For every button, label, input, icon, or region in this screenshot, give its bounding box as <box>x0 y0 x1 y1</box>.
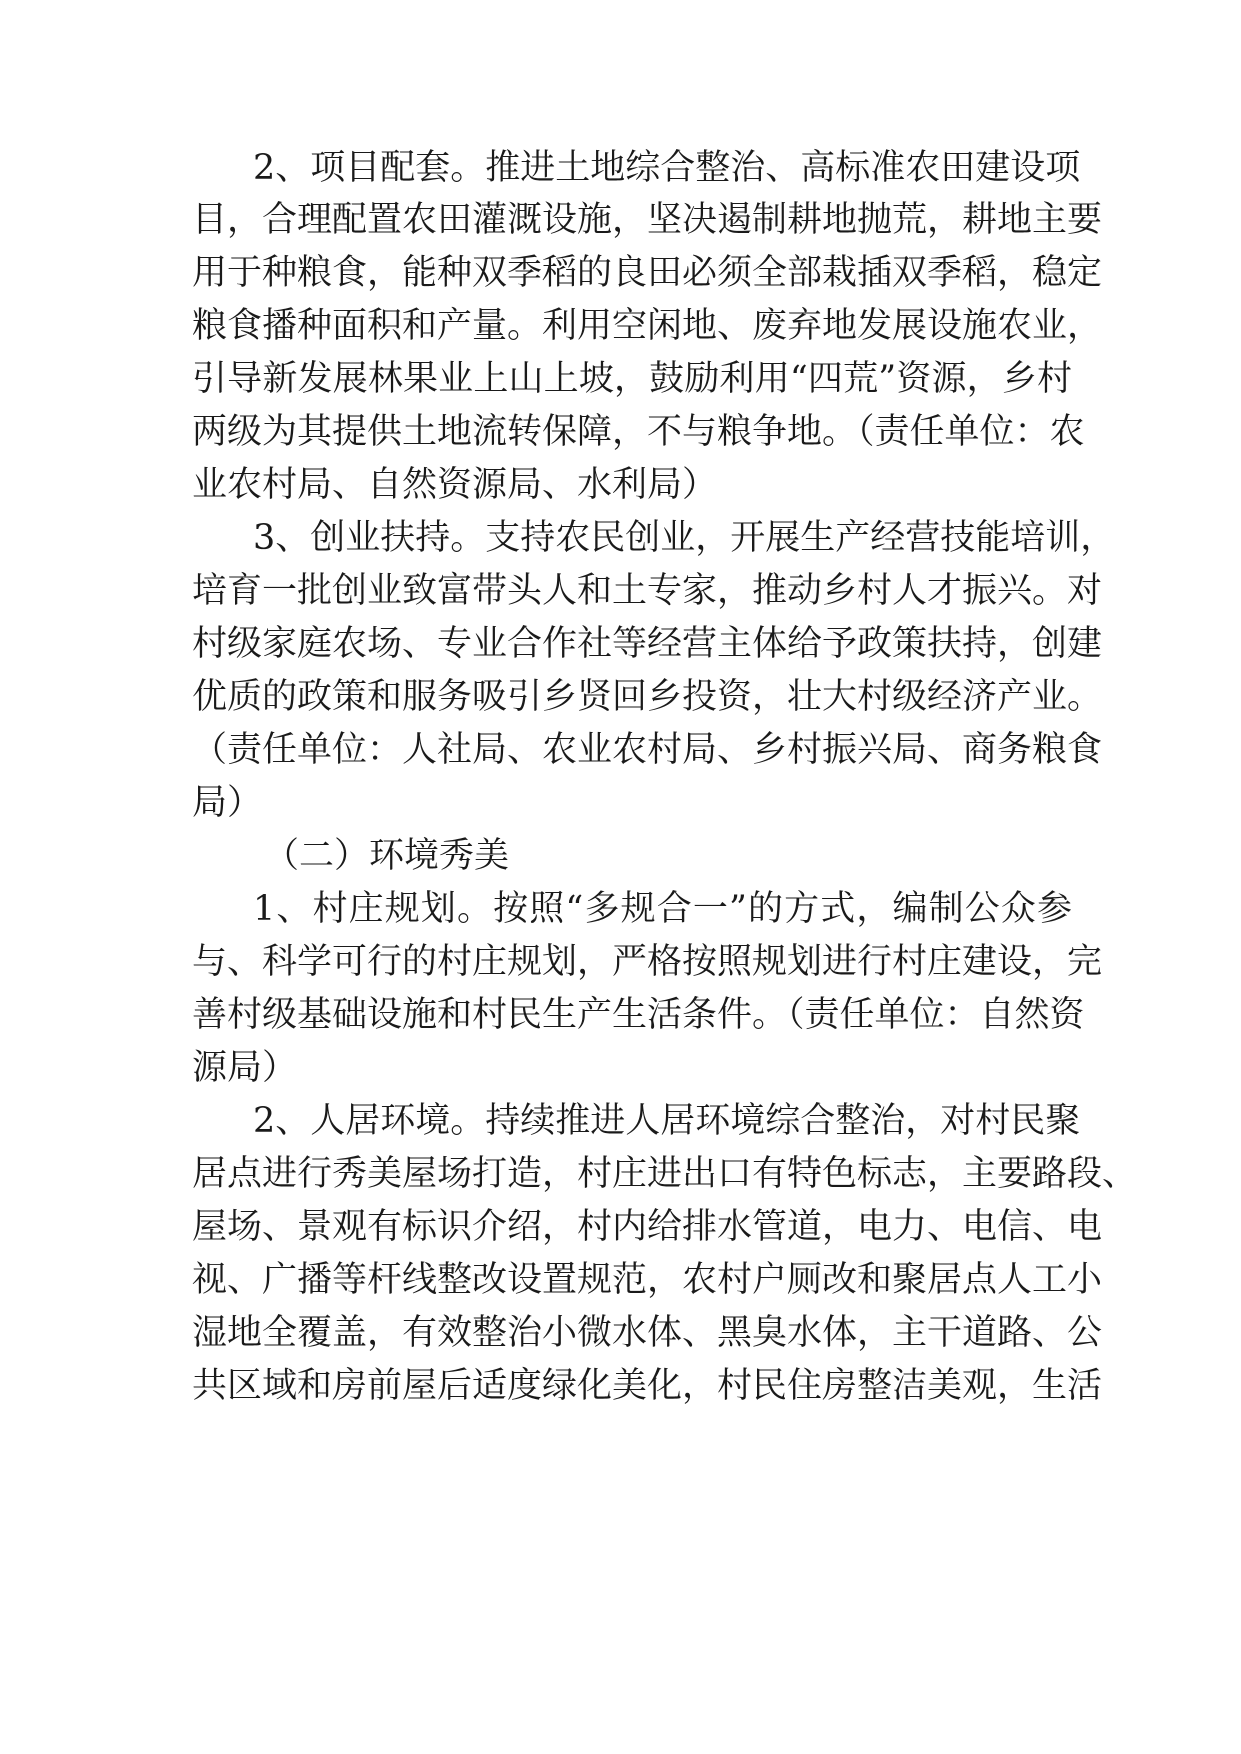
text-line: 视、广播等杆线整改设置规范，农村户厕改和聚居点人工小 <box>192 1260 1103 1300</box>
text-line: 居点进行秀美屋场打造，村庄进出口有特色标志，主要路段、 <box>192 1154 1138 1194</box>
text-line: 与、科学可行的村庄规划，严格按照规划进行村庄建设，完 <box>192 942 1103 982</box>
text-line: 用于种粮食，能种双季稻的良田必须全部栽插双季稻，稳定 <box>192 253 1103 293</box>
text-line: 源局） <box>192 1048 298 1088</box>
text-line: 引导新发展林果业上山上坡，鼓励利用“四荒”资源，乡村 <box>192 359 1072 399</box>
text-line: （责任单位：人社局、农业农村局、乡村振兴局、商务粮食 <box>192 730 1103 770</box>
text-line: 业农村局、自然资源局、水利局） <box>192 465 718 505</box>
text-line: 粮食播种面积和产量。利用空闲地、废弃地发展设施农业， <box>192 306 1103 346</box>
text-line: 共区域和房前屋后适度绿化美化，村民住房整洁美观，生活 <box>192 1366 1103 1406</box>
text-line: 善村级基础设施和村民生产生活条件。（责任单位：自然资 <box>192 995 1085 1035</box>
text-line: 1、村庄规划。按照“多规合一”的方式，编制公众参 <box>253 889 1072 929</box>
text-line: 2、项目配套。推进土地综合整治、高标准农田建设项 <box>253 148 1081 188</box>
text-line: 目，合理配置农田灌溉设施，坚决遏制耕地抛荒，耕地主要 <box>192 200 1103 240</box>
text-line: 2、人居环境。持续推进人居环境综合整治，对村民聚 <box>253 1101 1081 1141</box>
text-line: 优质的政策和服务吸引乡贤回乡投资，壮大村级经济产业。 <box>192 677 1103 717</box>
text-line: 培育一批创业致富带头人和土专家，推动乡村人才振兴。对 <box>192 571 1103 611</box>
text-line: 两级为其提供土地流转保障，不与粮争地。（责任单位：农 <box>192 412 1085 452</box>
text-line: 局） <box>192 783 263 823</box>
text-line: 3、创业扶持。支持农民创业，开展生产经营技能培训， <box>253 518 1116 558</box>
section-heading: （二）环境秀美 <box>264 836 510 876</box>
text-line: 村级家庭农场、专业合作社等经营主体给予政策扶持，创建 <box>192 624 1103 664</box>
text-line: 屋场、景观有标识介绍，村内给排水管道，电力、电信、电 <box>192 1207 1103 1247</box>
text-line: 湿地全覆盖，有效整治小微水体、黑臭水体，主干道路、公 <box>192 1313 1103 1353</box>
